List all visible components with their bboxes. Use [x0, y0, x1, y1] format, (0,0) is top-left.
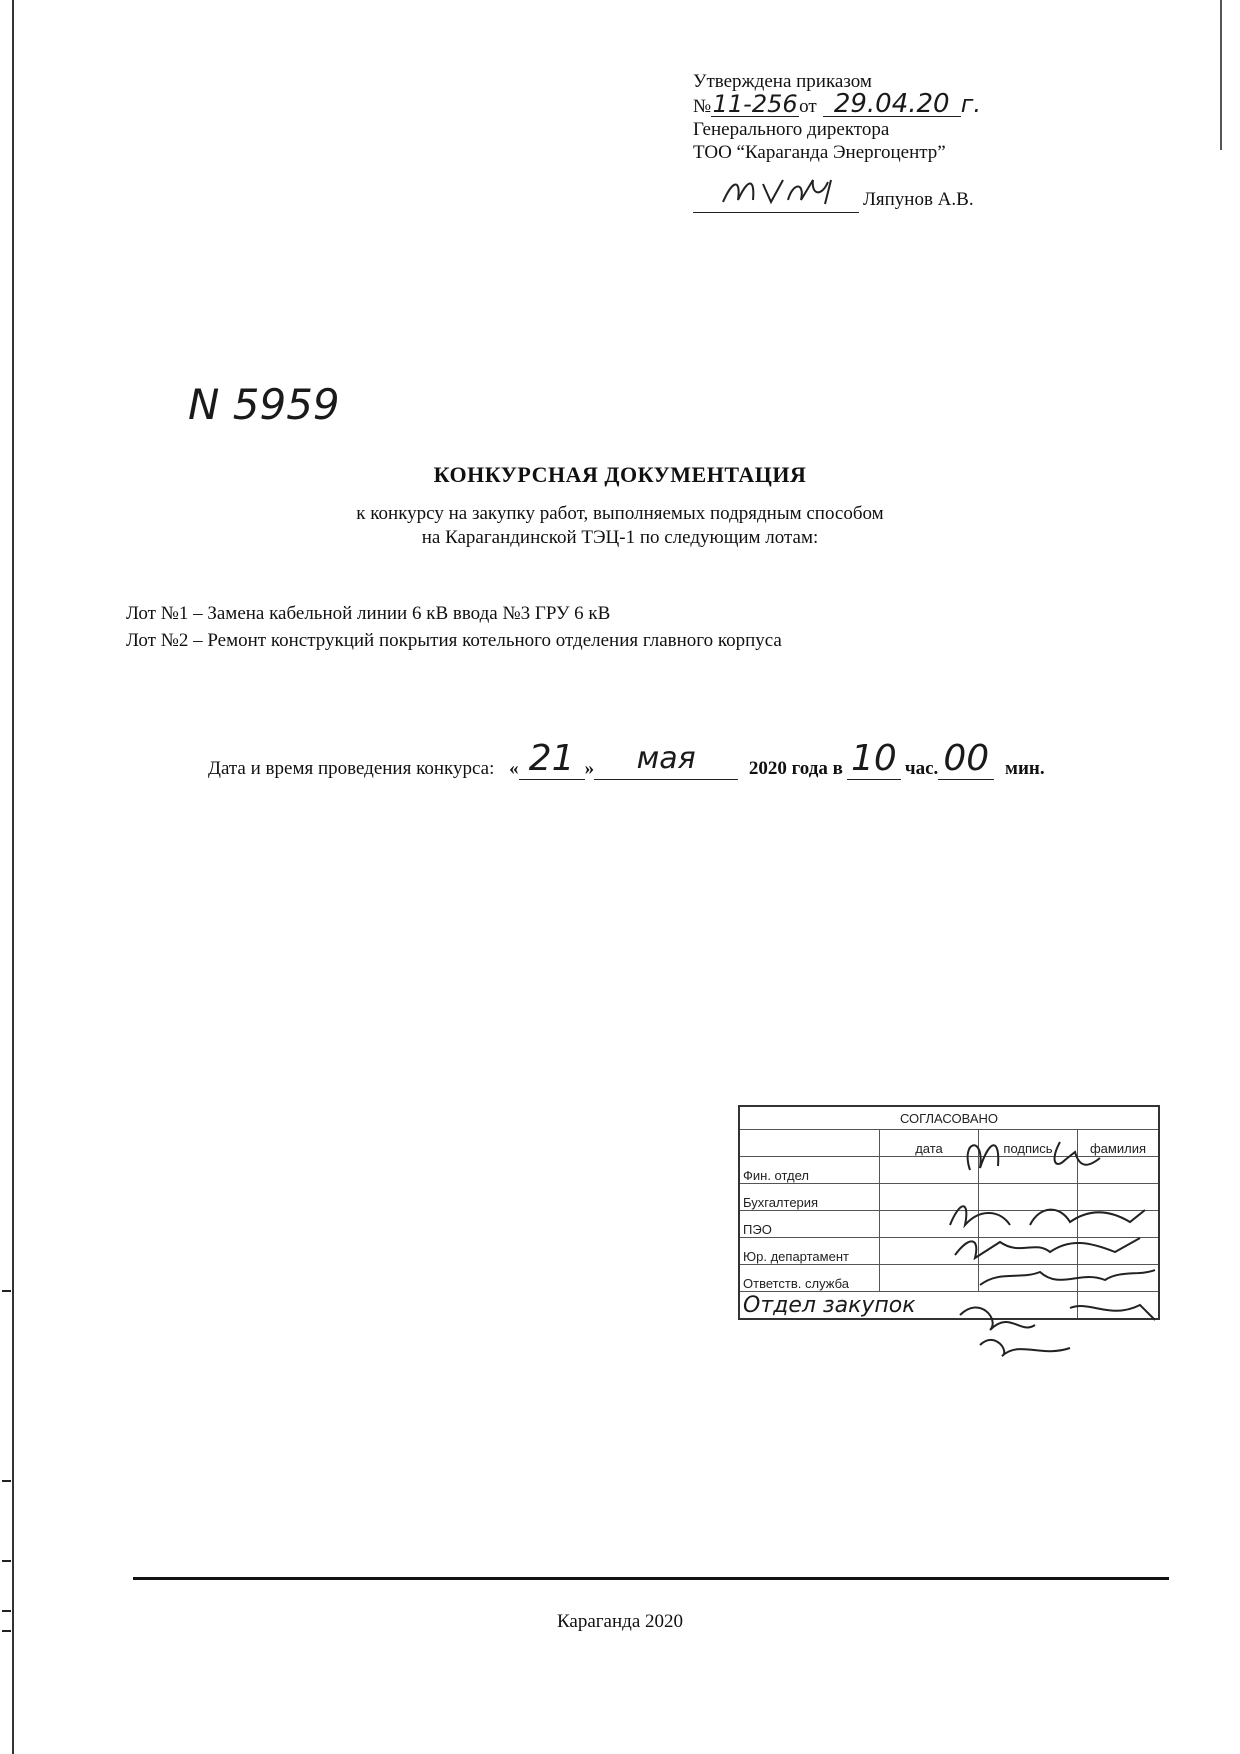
approval-line-3: Генерального директора	[693, 119, 890, 140]
signature-line	[693, 178, 1013, 212]
day-field	[519, 738, 585, 780]
from-label: от	[799, 96, 817, 117]
footer-divider	[133, 1577, 1169, 1580]
subtitle-line-2: на Карагандинской ТЭЦ-1 по следующим лотам:	[421, 527, 819, 548]
scan-tick	[2, 1480, 11, 1482]
open-quote: «	[509, 758, 519, 779]
month-value: мая	[636, 741, 696, 776]
month-field	[594, 741, 738, 780]
handwritten-department: Отдел закупок	[739, 1292, 979, 1320]
lot-item: Лот №2 – Ремонт конструкций покрытия котельного отделения главного корпуса	[126, 630, 782, 651]
year-text: 2020 года в	[748, 758, 843, 779]
row-label: Фин. отдел	[739, 1157, 880, 1184]
day-value: 21	[528, 738, 575, 779]
year-suffix: г.	[960, 90, 981, 118]
row-label: Юр. департамент	[739, 1238, 880, 1265]
scan-edge-line	[12, 0, 14, 1754]
approval-order-line	[693, 89, 1013, 119]
hour-value: 10	[850, 738, 897, 779]
approval-line-4: ТОО “Караганда Энергоцентр”	[693, 142, 946, 163]
approval-block	[693, 70, 1013, 212]
director-signature	[693, 182, 859, 213]
signatory-name: Ляпунов А.В.	[863, 189, 974, 210]
minute-field	[938, 738, 994, 780]
number-sign: №	[693, 96, 712, 117]
column-header	[739, 1130, 880, 1157]
column-header-date: дата	[880, 1130, 979, 1157]
scan-tick	[2, 1560, 11, 1562]
datetime-label: Дата и время проведения конкурса:	[208, 758, 495, 779]
hour-field	[847, 738, 901, 780]
row-label: Бухгалтерия	[739, 1184, 880, 1211]
contest-datetime	[208, 738, 1045, 780]
column-header-signature: подпись	[979, 1130, 1078, 1157]
scan-tick	[2, 1290, 11, 1292]
document-title: КОНКУРСНАЯ ДОКУМЕНТАЦИЯ	[433, 462, 807, 487]
scan-edge-line	[1220, 0, 1222, 150]
lots-list	[126, 600, 782, 654]
row-label: ПЭО	[739, 1211, 880, 1238]
lot-item: Лот №1 – Замена кабельной линии 6 кВ ввода №3 ГРУ 6 кВ	[126, 603, 611, 624]
subtitle-line-1: к конкурсу на закупку работ, выполняемых подрядным способом	[356, 503, 884, 524]
footer-city-year: Караганда 2020	[556, 1611, 684, 1632]
hour-label: час.	[904, 758, 939, 779]
minute-label: мин.	[1005, 758, 1045, 779]
row-label: Ответств. служба	[739, 1265, 880, 1292]
registration-number: N 5959	[188, 380, 340, 429]
agreed-title: СОГЛАСОВАНО	[739, 1106, 1159, 1130]
handwritten-signatures	[940, 1130, 1180, 1360]
close-quote: »	[584, 758, 595, 779]
order-number: 11-256	[712, 90, 798, 118]
column-header-surname: фамилия	[1078, 1130, 1160, 1157]
approval-line-1: Утверждена приказом	[693, 71, 872, 92]
order-date: 29.04.20	[823, 93, 961, 117]
document-subtitle	[0, 502, 1240, 550]
minute-value: 00	[943, 738, 990, 779]
